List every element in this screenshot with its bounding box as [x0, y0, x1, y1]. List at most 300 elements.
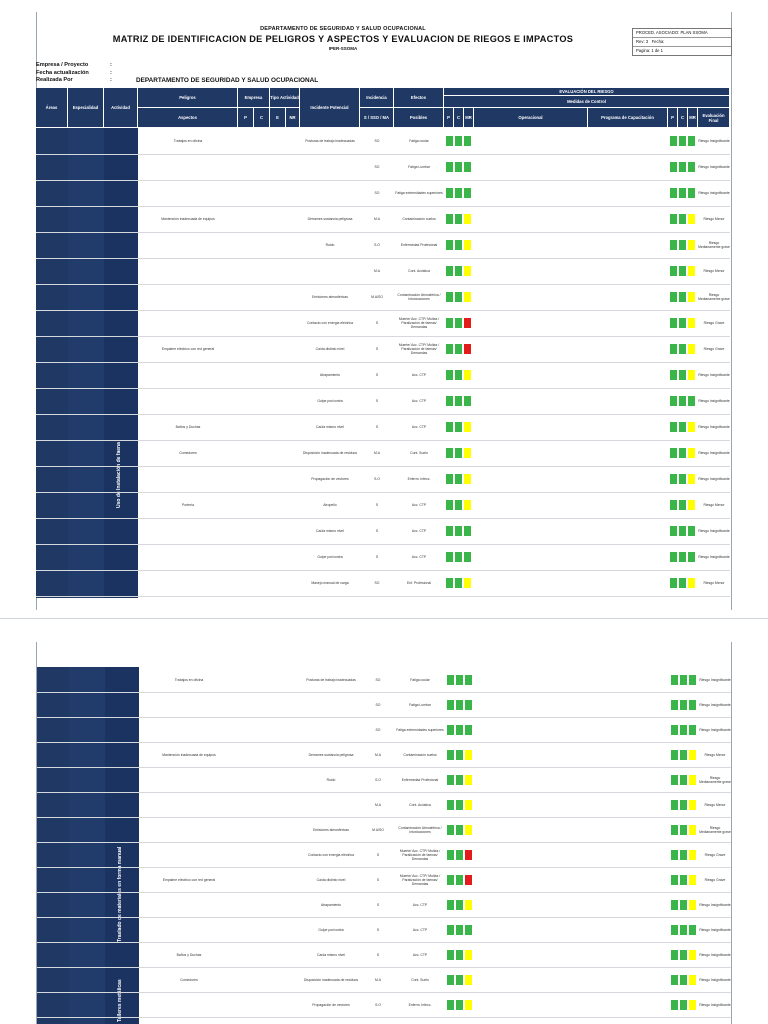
risk-level-cell [455, 396, 462, 406]
table-row [36, 388, 730, 415]
cell-incidencia: M.A [374, 977, 382, 982]
residual-level-cell [688, 396, 695, 406]
residual-level-cell [671, 925, 678, 935]
risk-level-cell [456, 850, 463, 860]
cell-incidente: Derrames sustancia peligrosa [307, 217, 353, 221]
table-row [37, 942, 731, 968]
cell-eval-final: Riesgo Insignificante [699, 1002, 731, 1007]
realizada-value: DEPARTAMENTO DE SEGURIDAD Y SALUD OCUPACIONAL [136, 77, 319, 84]
residual-level-cell [688, 344, 695, 354]
cell-eval-final: Riesgo Menor [704, 752, 726, 757]
risk-level-cell [465, 775, 472, 785]
cell-incidencia: SO [374, 165, 380, 169]
risk-level-cell [455, 474, 462, 484]
residual-level-cell [671, 775, 678, 785]
cell-incidencia: S [375, 425, 379, 429]
table-row [36, 206, 730, 233]
cell-efecto: Enfermedad Profesional [401, 777, 439, 782]
residual-level-cell [680, 750, 687, 760]
risk-level-cell [455, 500, 462, 510]
cell-peligro [139, 917, 239, 942]
cell-incidencia: S.O [375, 1002, 381, 1007]
cell-eval-final: Riesgo Medianamente grave [699, 775, 731, 784]
risk-level-cell [446, 422, 453, 432]
risk-level-cell [455, 552, 462, 562]
cell-incidente: Ruido [326, 777, 336, 782]
col-peligros: Peligros [138, 88, 238, 108]
cell-incidente: Emisiones atmosféricas [313, 827, 349, 832]
realizada-label: Realizada Por [36, 77, 73, 84]
col-posibles: Posibles [394, 108, 444, 128]
residual-level-cell [670, 552, 677, 562]
residual-level-cell [689, 775, 696, 785]
table-row [37, 717, 731, 743]
risk-level-cell [446, 396, 453, 406]
cell-incidente: Caída mismo nivel [316, 425, 344, 429]
risk-level-cell [446, 448, 453, 458]
cell-efecto: Acc. CTP [411, 425, 427, 429]
risk-level-cell [446, 552, 453, 562]
risk-level-cell [464, 136, 471, 146]
cell-incidente: Caída mismo nivel [316, 529, 344, 533]
risk-level-cell [456, 675, 463, 685]
residual-level-cell [670, 370, 677, 380]
residual-level-cell [671, 825, 678, 835]
risk-level-cell [446, 526, 453, 536]
risk-level-cell [447, 950, 454, 960]
cell-peligro [138, 154, 238, 180]
cell-eval-final: Riesgo Insignificante [698, 555, 730, 559]
cell-incidente: Caída distinto nivel [315, 347, 345, 351]
col-areas: Áreas [36, 88, 68, 128]
table-row [37, 742, 731, 768]
cell-incidencia: S [376, 952, 380, 957]
residual-level-cell [679, 370, 686, 380]
residual-level-cell [689, 750, 696, 760]
cell-eval-final: Riesgo Insignificante [698, 529, 730, 533]
cell-efecto: Fatiga extremidades superiores [395, 191, 443, 195]
residual-level-cell [680, 900, 687, 910]
residual-level-cell [689, 875, 696, 885]
table-row [36, 518, 730, 545]
cell-incidencia: SO [375, 702, 381, 707]
residual-level-cell [679, 474, 686, 484]
cell-incidencia: SO [375, 727, 381, 732]
cell-peligro [138, 232, 238, 258]
col-operacional: Operacional [474, 108, 588, 128]
table-row [37, 692, 731, 718]
risk-level-cell [446, 292, 453, 302]
col-medidas: Medidas de Control [444, 96, 730, 108]
residual-level-cell [688, 214, 695, 224]
risk-level-cell [455, 448, 462, 458]
residual-level-cell [688, 318, 695, 328]
risk-level-cell [447, 1000, 454, 1010]
risk-level-cell [464, 448, 471, 458]
residual-level-cell [680, 850, 687, 860]
cell-efecto: Muerte/ Acc. CTP/ Multas / Paralización de faenas/ Demandas [398, 317, 440, 329]
cell-incidente [301, 792, 361, 817]
risk-level-cell [446, 370, 453, 380]
table-row [36, 544, 730, 571]
risk-level-cell [465, 700, 472, 710]
risk-level-cell [456, 925, 463, 935]
residual-level-cell [689, 850, 696, 860]
residual-level-cell [688, 266, 695, 276]
cell-eval-final: Riesgo Insignificante [698, 451, 730, 455]
risk-level-cell [464, 474, 471, 484]
risk-level-cell [447, 750, 454, 760]
cell-incidencia: M.A [373, 269, 381, 273]
cell-incidente: Golpe por/contra [317, 555, 343, 559]
residual-level-cell [680, 875, 687, 885]
table-row [36, 284, 730, 311]
residual-level-cell [688, 578, 695, 588]
residual-level-cell [680, 825, 687, 835]
cell-incidente: Emisiones atmosféricas [312, 295, 348, 299]
cell-efecto: Acc. CTP [411, 503, 427, 507]
residual-level-cell [670, 292, 677, 302]
title-block [60, 26, 626, 62]
residual-level-cell [679, 240, 686, 250]
residual-level-cell [688, 526, 695, 536]
risk-level-cell [456, 700, 463, 710]
cell-incidencia: M.A [373, 217, 381, 221]
cell-eval-final: Riesgo Insignificante [698, 399, 730, 403]
col-mr: MR [464, 108, 474, 128]
table-row [36, 154, 730, 181]
residual-level-cell [689, 975, 696, 985]
document-code-box [632, 28, 732, 56]
cell-peligro [138, 544, 238, 570]
risk-level-cell [455, 136, 462, 146]
eval-header: EVALUACIÓN DEL RIESGO [444, 88, 730, 96]
risk-level-cell [465, 675, 472, 685]
cell-efecto: Acc. CTP [411, 399, 427, 403]
risk-level-cell [455, 318, 462, 328]
sheet-page-2 [36, 642, 732, 1024]
cell-incidencia: S [376, 877, 380, 882]
residual-level-cell [689, 925, 696, 935]
residual-level-cell [671, 975, 678, 985]
risk-level-cell [465, 850, 472, 860]
col-sso-ma: S / SSO / MA [360, 108, 394, 128]
residual-level-cell [670, 526, 677, 536]
risk-level-cell [465, 900, 472, 910]
residual-level-cell [680, 950, 687, 960]
cell-incidente [300, 154, 360, 180]
cell-incidente: Contacto con energía eléctrica [307, 321, 353, 325]
risk-level-cell [446, 188, 453, 198]
cell-eval-final: Riesgo Insignificante [698, 165, 730, 169]
p2-vertical-label-2: Talleres metálicas [117, 979, 123, 1022]
col-aspectos: Aspectos [138, 108, 238, 128]
table-row [37, 867, 731, 893]
cell-incidente: Atrapamiento [319, 373, 341, 377]
risk-level-cell [464, 396, 471, 406]
cell-efecto: Acc. CTP [411, 555, 427, 559]
cell-eval-final: Riesgo Medianamente grave [699, 825, 731, 834]
risk-level-cell [446, 214, 453, 224]
risk-level-cell [456, 900, 463, 910]
risk-level-cell [455, 344, 462, 354]
risk-level-cell [447, 725, 454, 735]
col-actividad: Actividad [104, 88, 138, 128]
residual-level-cell [688, 370, 695, 380]
cell-incidente: Disposición inadecuada de residuos [303, 977, 359, 982]
risk-level-cell [455, 578, 462, 588]
cell-efecto: Contaminación suelos [402, 217, 436, 221]
cell-peligro [138, 284, 238, 310]
cell-incidencia: S [376, 902, 380, 907]
cell-eval-final: Riesgo Grave [703, 347, 725, 351]
risk-level-cell [464, 214, 471, 224]
table-row [36, 466, 730, 493]
residual-level-cell [688, 552, 695, 562]
cell-eval-final: Riesgo Menor [703, 581, 725, 585]
risk-level-cell [456, 750, 463, 760]
residual-level-cell [689, 900, 696, 910]
p2-vertical-label-1: Traslado de materiales en forma manual [117, 846, 123, 942]
residual-level-cell [688, 422, 695, 432]
col-especialidad: Especialidad [68, 88, 104, 128]
risk-level-cell [446, 136, 453, 146]
cell-incidencia: M.A [374, 802, 382, 807]
cell-incidente [300, 258, 360, 284]
cell-peligro [138, 362, 238, 388]
cell-incidente: Derrames sustancia peligrosa [308, 752, 354, 757]
doc-revision: Rev: 3 Fecha: [633, 38, 731, 47]
col-nr: NR [286, 108, 300, 128]
risk-level-cell [446, 500, 453, 510]
risk-level-cell [455, 240, 462, 250]
cell-eval-final: Riesgo Insignificante [699, 702, 731, 707]
table-row [36, 570, 730, 597]
risk-level-cell [465, 800, 472, 810]
cell-peligro [138, 258, 238, 284]
col-c3: C [678, 108, 688, 128]
risk-level-cell [456, 950, 463, 960]
cell-efecto: Fatiga ocular [409, 139, 429, 143]
risk-level-cell [446, 266, 453, 276]
page-separator [0, 618, 768, 619]
cell-eval-final: Riesgo Insignificante [698, 425, 730, 429]
risk-level-cell [446, 344, 453, 354]
cell-incidente: Golpe por/contra [318, 927, 344, 932]
cell-peligro: Trabajos en oficina [173, 139, 203, 143]
cell-incidencia: S.O [374, 243, 380, 247]
cell-incidente: Posturas de trabajo inadecuadas [306, 677, 356, 682]
residual-level-cell [671, 1000, 678, 1010]
risk-level-cell [447, 975, 454, 985]
cell-efecto: Cont. Suelo [411, 977, 429, 982]
risk-level-cell [455, 370, 462, 380]
cell-eval-final: Riesgo Insignificante [699, 902, 731, 907]
cell-efecto: Fatiga Lumbar [409, 702, 431, 707]
cell-incidencia: M.A [374, 752, 382, 757]
cell-incidente: Contacto con energía eléctrica [308, 852, 354, 857]
cell-peligro [138, 518, 238, 544]
cell-efecto: Muerte/ Acc. CTP/ Multas / Paralización de faenas/ Demandas [399, 873, 441, 886]
col-empresa: Empresa [238, 88, 270, 108]
residual-level-cell [679, 318, 686, 328]
cell-peligro: Baños y Duchas [176, 952, 202, 957]
table-row [36, 440, 730, 467]
cell-eval-final: Riesgo Insignificante [699, 952, 731, 957]
cell-efecto: Enfermedad Profesional [400, 243, 438, 247]
cell-incidencia: S [376, 927, 380, 932]
cell-incidencia: S [375, 399, 379, 403]
cell-incidente [300, 180, 360, 206]
col-capacitacion: Programa de Capacitación [588, 108, 668, 128]
cell-incidencia: S [375, 373, 379, 377]
cell-incidencia: SO [374, 191, 380, 195]
residual-level-cell [679, 526, 686, 536]
risk-level-cell [447, 900, 454, 910]
risk-level-cell [465, 950, 472, 960]
residual-level-cell [688, 188, 695, 198]
cell-incidencia: S [375, 347, 379, 351]
cell-efecto: Cont. Acústica [409, 802, 431, 807]
residual-level-cell [671, 675, 678, 685]
cell-peligro [139, 817, 239, 842]
risk-level-cell [447, 800, 454, 810]
col-c: C [254, 108, 270, 128]
cell-efecto: Muerte/ Acc. CTP/ Multas / Paralización de faenas/ Demandas [398, 343, 440, 355]
empresa-label: Empresa / Proyecto [36, 62, 89, 68]
col-incidencia: Incidencia [360, 88, 394, 108]
risk-level-cell [465, 725, 472, 735]
table-row [37, 792, 731, 818]
table-row [36, 180, 730, 207]
cell-peligro: Portería [181, 503, 195, 507]
meta-block: Empresa / Proyecto : Fecha actualización : Realizada Por : [36, 62, 112, 84]
col-incidente: Incidente Potencial [300, 88, 360, 128]
cell-incidente: Golpe por/contra [317, 399, 343, 403]
cell-eval-final: Riesgo Insignificante [698, 373, 730, 377]
risk-level-cell [447, 675, 454, 685]
cell-efecto: Fatiga Lumbar [408, 165, 430, 169]
risk-level-cell [465, 750, 472, 760]
col-p3: P [668, 108, 678, 128]
cell-eval-final: Riesgo Insignificante [699, 727, 731, 732]
residual-level-cell [679, 292, 686, 302]
cell-incidencia: S [375, 321, 379, 325]
matrix-code: IPER-SSOMA [328, 46, 358, 51]
table-row [37, 892, 731, 918]
risk-level-cell [446, 162, 453, 172]
cell-eval-final: Riesgo Insignificante [698, 191, 730, 195]
residual-level-cell [679, 578, 686, 588]
residual-level-cell [670, 474, 677, 484]
col-p2: P [444, 108, 454, 128]
cell-peligro [138, 570, 238, 596]
risk-level-cell [464, 526, 471, 536]
cell-eval-final: Riesgo Insignificante [699, 927, 731, 932]
residual-level-cell [679, 448, 686, 458]
residual-level-cell [679, 214, 686, 224]
cell-incidencia: M.A [373, 451, 381, 455]
cell-eval-final: Riesgo Insignificante [698, 139, 730, 143]
risk-level-cell [456, 1000, 463, 1010]
actividad-vertical-label: Uso de Instalación de faena [116, 442, 122, 508]
doc-page: Pagina: 1 de 1 [636, 48, 664, 53]
cell-incidente [301, 692, 361, 717]
risk-level-cell [455, 292, 462, 302]
residual-level-cell [671, 875, 678, 885]
risk-level-cell [446, 240, 453, 250]
cell-incidente: Disposición inadecuada de residuos [302, 451, 358, 455]
cell-peligro [139, 717, 239, 742]
cell-eval-final: Riesgo Menor [703, 269, 725, 273]
cell-incidente [301, 717, 361, 742]
department-title: DEPARTAMENTO DE SEGURIDAD Y SALUD OCUPACIONAL [260, 26, 426, 32]
table-row [36, 414, 730, 441]
risk-level-cell [446, 578, 453, 588]
residual-level-cell [689, 825, 696, 835]
residual-level-cell [689, 800, 696, 810]
cell-incidente: Atropello [323, 503, 337, 507]
cell-incidente: Manejo manual de carga [311, 581, 349, 585]
risk-level-cell [447, 850, 454, 860]
residual-level-cell [679, 552, 686, 562]
cell-peligro [138, 388, 238, 414]
cell-incidencia: S [375, 555, 379, 559]
risk-level-cell [456, 800, 463, 810]
cell-efecto: Muerte/ Acc. CTP/ Multas / Paralización de faenas/ Demandas [399, 848, 441, 861]
residual-level-cell [670, 500, 677, 510]
cell-peligro [139, 767, 239, 792]
residual-level-cell [688, 474, 695, 484]
cell-incidente: Caída mismo nivel [317, 952, 345, 957]
risk-level-cell [447, 875, 454, 885]
cell-peligro [139, 892, 239, 917]
risk-level-cell [446, 474, 453, 484]
risk-level-cell [464, 318, 471, 328]
residual-level-cell [689, 950, 696, 960]
residual-level-cell [679, 422, 686, 432]
risk-level-cell [455, 214, 462, 224]
risk-level-cell [455, 162, 462, 172]
cell-incidente: Atrapamiento [320, 902, 342, 907]
cell-peligro [138, 310, 238, 336]
risk-level-cell [465, 825, 472, 835]
cell-incidente: Ruido [325, 243, 335, 247]
risk-level-cell [455, 422, 462, 432]
cell-peligro [139, 842, 239, 867]
residual-level-cell [679, 162, 686, 172]
cell-eval-final: Riesgo Menor [703, 217, 725, 221]
risk-level-cell [456, 875, 463, 885]
risk-level-cell [464, 552, 471, 562]
table-row [37, 992, 731, 1018]
risk-level-cell [464, 292, 471, 302]
risk-level-cell [464, 344, 471, 354]
residual-level-cell [688, 136, 695, 146]
cell-peligro [138, 180, 238, 206]
table-row [36, 128, 730, 155]
cell-peligro: Baños y Duchas [175, 425, 201, 429]
col-p: P [238, 108, 254, 128]
risk-level-cell [455, 266, 462, 276]
residual-level-cell [670, 318, 677, 328]
residual-level-cell [679, 396, 686, 406]
risk-level-cell [456, 825, 463, 835]
col-mr3: MR [688, 108, 698, 128]
table-row [36, 232, 730, 259]
cell-peligro: Mantención inadecuada de equipos [162, 752, 216, 757]
col-e: E [270, 108, 286, 128]
